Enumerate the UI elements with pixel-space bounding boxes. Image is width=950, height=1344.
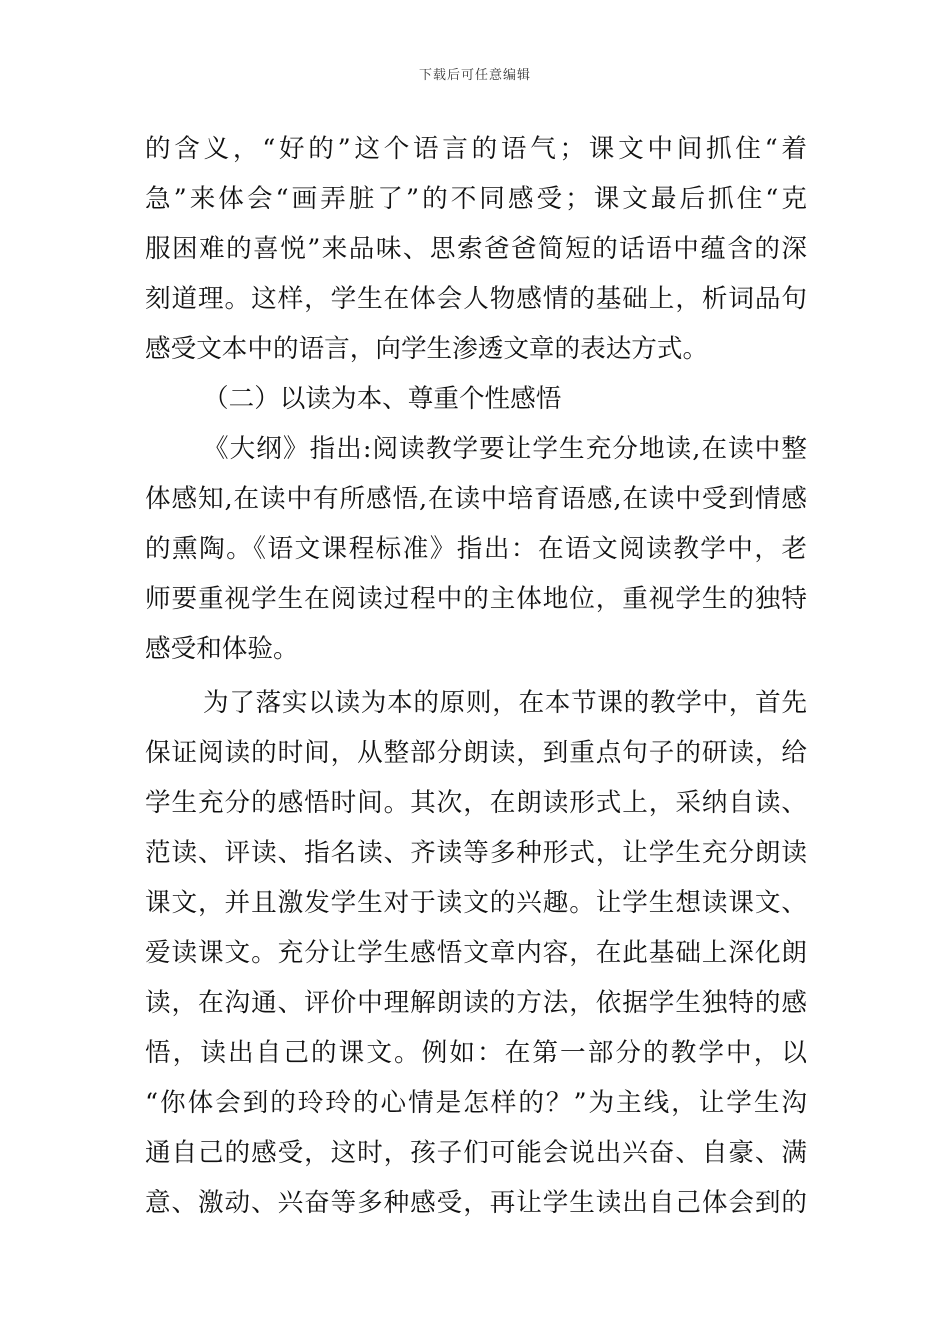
text-line: 体感知,在读中有所感悟,在读中培育语感,在读中受到情感 — [145, 484, 807, 514]
text-line: 为了落实以读为本的原则，在本节课的教学中，首先 — [203, 688, 807, 718]
text-line: 刻道理。这样，学生在体会人物感情的基础上，析词品句 — [145, 284, 807, 314]
text-line: 感受和体验。 — [145, 634, 299, 664]
text-line: 的含义，“好的”这个语言的语气；课文中间抓住“着 — [145, 134, 807, 164]
text-line: 通自己的感受，这时，孩子们可能会说出兴奋、自豪、满 — [145, 1138, 807, 1168]
document-body — [145, 124, 807, 1228]
text-line: 爱读课文。充分让学生感悟文章内容，在此基础上深化朗 — [145, 938, 807, 968]
text-line: 《大纲》指出:阅读教学要让学生充分地读,在读中整 — [203, 434, 807, 464]
text-line: 急”来体会“画弄脏了”的不同感受；课文最后抓住“克 — [145, 184, 807, 214]
text-line: 的熏陶。《语文课程标准》指出：在语文阅读教学中，老 — [145, 534, 807, 564]
text-line: 课文，并且激发学生对于读文的兴趣。让学生想读课文、 — [145, 888, 807, 918]
text-line: 范读、评读、指名读、齐读等多种形式，让学生充分朗读 — [145, 838, 807, 868]
text-line: 保证阅读的时间，从整部分朗读，到重点句子的研读，给 — [145, 738, 807, 768]
text-line: “你体会到的玲玲的心情是怎样的？”为主线，让学生沟 — [145, 1088, 807, 1118]
text-line: 师要重视学生在阅读过程中的主体地位，重视学生的独特 — [145, 584, 807, 614]
text-line: 服困难的喜悦”来品味、思索爸爸简短的话语中蕴含的深 — [145, 234, 807, 264]
text-line: 读，在沟通、评价中理解朗读的方法，依据学生独特的感 — [145, 988, 807, 1018]
text-line: 意、激动、兴奋等多种感受，再让学生读出自己体会到的 — [145, 1188, 807, 1218]
section-heading: （二）以读为本、尊重个性感悟 — [203, 384, 562, 414]
text-line: 悟，读出自己的课文。例如：在第一部分的教学中，以 — [145, 1038, 807, 1068]
text-line: 学生充分的感悟时间。其次，在朗读形式上，采纳自读、 — [145, 788, 807, 818]
text-line: 感受文本中的语言，向学生渗透文章的表达方式。 — [145, 334, 709, 364]
page-header: 下载后可任意编辑 — [418, 68, 531, 83]
